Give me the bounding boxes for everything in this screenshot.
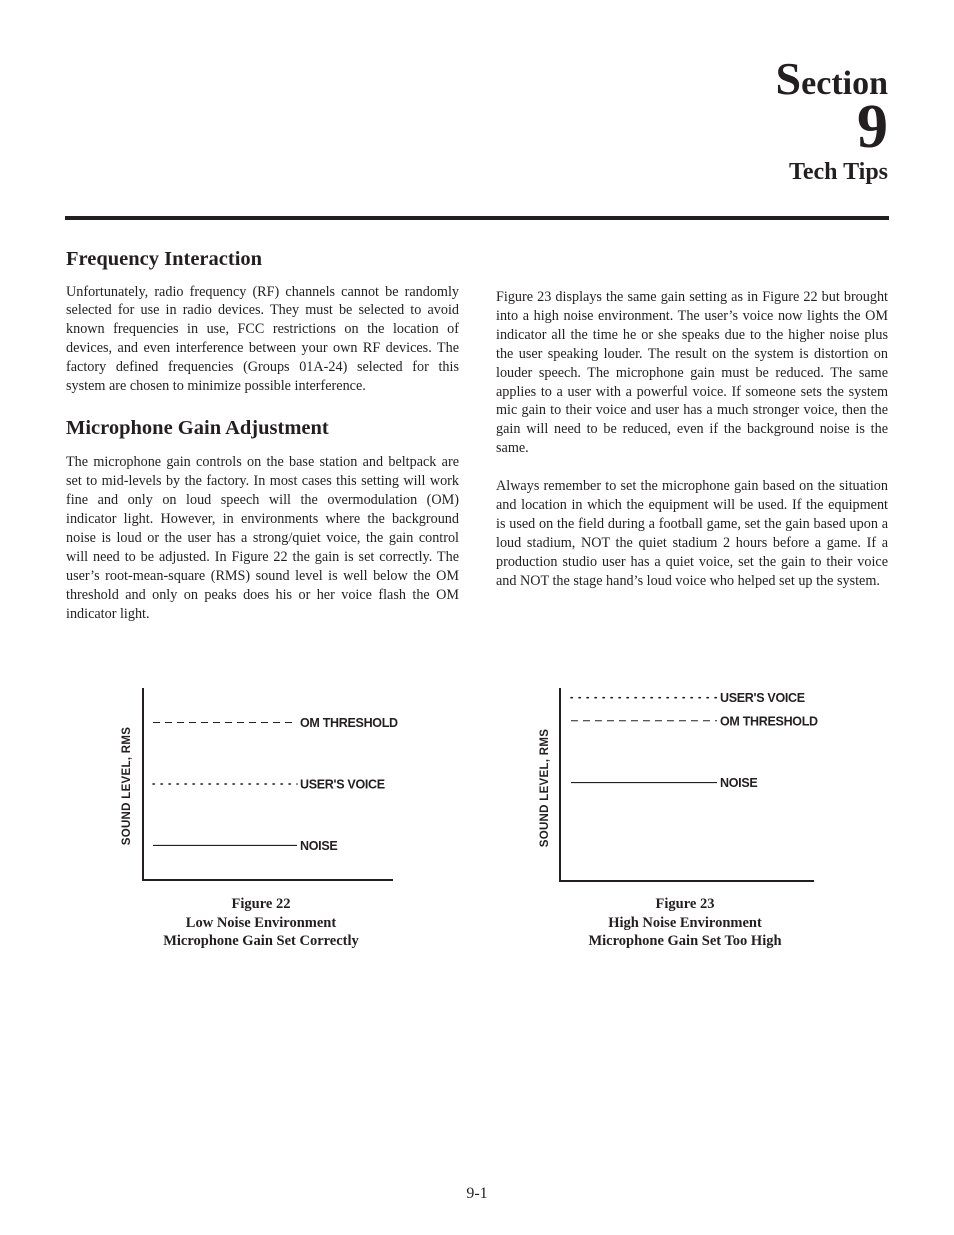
figure-23-caption-title: High Noise Environment [608, 914, 762, 931]
microphone-gain-body: The microphone gain controls on the base station and beltpack are set to mid-levels by the factory. In most cases this setting will work fine and only on loud speech will the overmodulation (OM) indicator light. However, in environments where the background noise is loud or the user has a strong/quiet voice, the gain control will need to be adjusted. In Figure 22 the gain is set correctly. The user’s root-mean-square (RMS) sound level is well below the OM threshold and only on peaks does his or her voice flash the OM indicator light. [66, 454, 459, 622]
figure-22-caption [81, 895, 441, 951]
figure-23-caption-number: Figure 23 [655, 896, 715, 912]
left-column [66, 249, 459, 624]
header-rule [65, 216, 889, 220]
figure-22-caption-title: Low Noise Environment [185, 914, 337, 931]
figure-22-om-threshold-label: OM THRESHOLD [300, 716, 398, 731]
figure-23-om-threshold-label: OM THRESHOLD [720, 714, 818, 729]
right-paragraph-2: Always remember to set the microphone gain based on the situation and location in which the equipment will be used. If the equipment is used on the field during a football game, set the gain based upon a loud stadium, NOT the quiet stadium 2 hours before a game. If a production studio user has a quiet voice, set the gain to their voice and NOT the stage hand’s loud voice who helped set up the system. [496, 478, 888, 589]
figure-23-caption-subtitle: Microphone Gain Set Too High [588, 933, 782, 949]
figure-23-levels [571, 691, 818, 790]
section-label-rest: ection [801, 65, 888, 102]
page-number: 9-1 [466, 1185, 488, 1202]
microphone-gain-heading: Microphone Gain Adjustment [66, 416, 329, 439]
section-label-initial: S [775, 53, 802, 104]
figure-22-user-s-voice-label: USER'S VOICE [300, 777, 385, 792]
figure-23-diagram [517, 680, 857, 890]
section-number: 9 [857, 93, 888, 161]
figure-22-diagram [100, 680, 440, 890]
section-title: Tech Tips [789, 159, 888, 185]
figure-23-caption [505, 895, 865, 951]
figure-23-y-label: SOUND LEVEL, RMS [539, 728, 551, 848]
figure-22-y-label: SOUND LEVEL, RMS [121, 726, 133, 846]
figure-22-noise-label: NOISE [300, 838, 338, 853]
right-column [496, 288, 888, 590]
figure-22-caption-subtitle: Microphone Gain Set Correctly [163, 933, 359, 949]
figure-23-noise-label: NOISE [720, 776, 758, 791]
figure-22-caption-number: Figure 22 [231, 896, 291, 912]
right-paragraph-1: Figure 23 displays the same gain setting as in Figure 22 but brought into a high noise environment. The user’s voice now lights the OM indicator all the time he or she speaks due to the higher noise plus the user speaking louder. The result on the system is distortion on louder speech. The microphone gain must be reduced. The same applies to a user with a powerful voice. If someone sets the system mic gain to their voice and user has a much stronger voice, then the gain will need to be reduced, even if the background noise is the same. [496, 289, 888, 457]
frequency-interaction-heading: Frequency Interaction [66, 248, 263, 270]
frequency-interaction-body: Unfortunately, radio frequency (RF) channels cannot be randomly selected for use in radio devices. They must be selected to avoid known frequencies in use, FCC restrictions on the location of devices, and even interference between your own RF devices. The factory defined frequencies (Groups 01A-24) selected for this system are chosen to minimize possible interference. [66, 283, 459, 395]
figure-23-user-s-voice-label: USER'S VOICE [720, 691, 805, 706]
figure-22-levels [153, 716, 398, 853]
